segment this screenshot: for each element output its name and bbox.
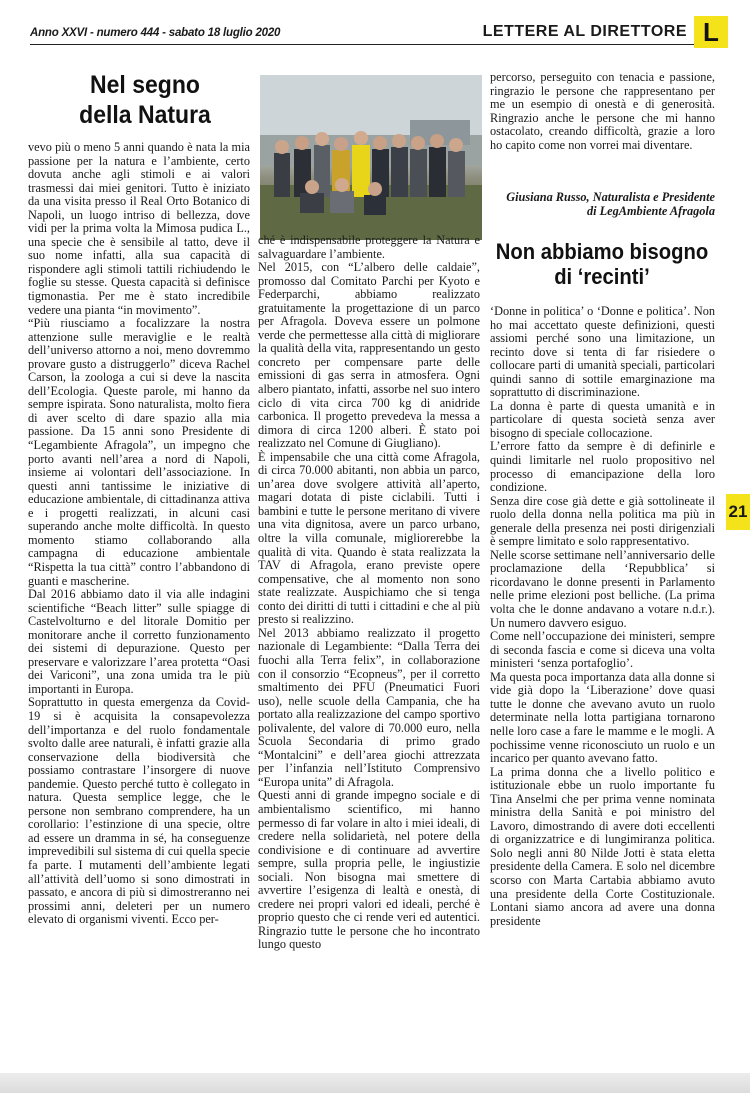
paragraph: La prima donna che a livello politico e istituzionale ebbe un ruolo importante fu Tina Anselmi che per prima venne nominata ministra della Sanità e poi ministro del Lavoro, dimostrando di avere doti eccellenti di organizzatrice e di lungimiranza politica. Solo negli anni 80 Nilde Jotti è stata eletta presidente della Camera. E solo nel dicembre scorso con Marta Cartabia abbiamo avuto una presidente della Corte Costituzionale. Lontani siamo ancora ad avere una donna presidente: [490, 764, 715, 928]
section-badge: L: [694, 16, 728, 48]
signature-line-1: Giusiana Russo, Naturalista e Presidente: [506, 190, 715, 204]
bottom-strip: [0, 1073, 750, 1093]
article1-column-1: [28, 141, 250, 927]
article1-signature: [490, 191, 715, 218]
paragraph: Nel 2013 abbiamo realizzato il progetto nazionale di Legambiente: “Dalla Terra dei fuochi alla Terra felix”, in collaborazione con il consorzio “Ecopneus”, per il corretto smaltimento dei PFU (Pneumatici Fuori uso), nelle scuole della Campania, che ha portato alla realizzazione del campo sportivo polivalente, del valore di 70.000 euro, nella Scuola Secondaria di primo grado “Montalcini” e dell’area giochi attrezzata per l’infanzia nell’Istituto Comprensivo “Europa unita” di Afragola.: [258, 625, 480, 789]
article1-column-2: [258, 234, 480, 952]
paragraph: La donna è parte di questa umanità e in particolare di questa società senza aver bisogno di speciale collocazione.: [490, 398, 715, 440]
paragraph: Nel 2015, con “L’albero delle caldaie”, promosso dal Comitato Parchi per Kyoto e Federparchi, abbiamo realizzato gratuitamente la progettazione di un parco per Afragola. Doveva essere un polmone verde che permettesse alla città di migliorare la qualità della vita, rappresentando un gesto concreto per compensare parte delle emissioni di gas serra in atmosfera. Ogni albero piantato, infatti, assorbe nel suo intero ciclo di vita circa 700 kg di anidride carbonica. Il progetto prevedeva la messa a dimora di circa 1200 alberi. È stato poi realizzato nel Comune di Giugliano).: [258, 260, 480, 451]
paragraph: Senza dire cose già dette e già sottolineate il ruolo della donna nella politica ma più in generale della presenza nei posti dirigenziali è sempre limitato e solo rappresentativo.: [490, 493, 715, 549]
header-rule: [30, 44, 694, 45]
article1-column-3: [490, 71, 715, 152]
paragraph: “Più riusciamo a focalizzare la nostra attenzione sulle meraviglie e le realtà dell’universo attorno a noi, meno dovremmo provare gusto a distruggerlo” diceva Rachel Carson, la zoologa a cui si deve la nascita dell’Ecologia. Queste parole, mi hanno da sempre ispirata. Sono naturalista, molto fiera di aver scelto di dare spazio alla mia passione. Da 15 anni sono Presidente di “Legambiente Afragola”, un impegno che porto avanti nell’area a nord di Napoli, insieme ai volontari dell’associazione. In questi anni tantissime le iniziative di educazione ambientale, di cittadinanza attiva e i progetti realizzati, in alcuni casi superando anche molte difficoltà. In questo momento stiamo collaborando alla campagna di educazione ambientale “Rispetta la tua città” contro l’abbandono di guanti e mascherine.: [28, 316, 250, 588]
signature-line-2: di LegAmbiente Afragola: [587, 203, 715, 218]
page-number: 21: [726, 494, 750, 530]
paragraph: ché è indispensabile proteggere la Natura e salvaguardare l’ambiente.: [258, 233, 480, 261]
paragraph: L’errore fatto da sempre è di definirle e quindi limitarle nel ruolo propositivo nel processo di emancipazione della loro condizione.: [490, 439, 715, 495]
section-title: LETTERE AL DIRETTORE: [482, 23, 687, 40]
paragraph: Ma questa poca importanza data alla donne si vide già dopo la ‘Liberazione’ dove quasi tutte le donne che avevano avuto un ruolo determinate nella lotta partigiana tornarono nelle loro case a fare le mamme e le mogli. A pochissime venne riconosciuto un ruolo e un incarico per quanto avevano fatto.: [490, 669, 715, 766]
paragraph: Nelle scorse settimane nell’anniversario delle proclamazione della ‘Repubblica’ si ricordavano le donne presenti in Parlamento nelle prime elezioni post belliche. (La prima volta che le donne andavano a votare n.d.r.). Un numero davvero esiguo.: [490, 547, 715, 630]
paragraph: Come nell’occupazione dei ministeri, sempre di seconda fascia e come si diceva una volta ministeri ‘senza portafoglio’.: [490, 629, 715, 671]
paragraph: Soprattutto in questa emergenza da Covid-19 si è acquisita la consapevolezza dell’importanza e del ruolo fondamentale svolto dalle aree naturali, è infatti grazie alla conservazione della biodiversità che possiamo contrastare l’insorgere di nuove pandemie. Questo perché tutto è collegato in natura. Questa semplice legge, che le persone non sembrano comprendere, ha un corollario: l’estinzione di una specie, oltre ad essere un dramma in sé, ha conseguenze imprevedibili sul sistema di cui quella specie fa parte. I mutamenti dell’ambiente legati all’attività dell’uomo si sono dimostrati in passato, e ancora di più si dimostreranno nei prossimi anni, deleteri per un numero elevato di organismi viventi. Ecco per-: [28, 695, 250, 927]
paragraph: vevo più o meno 5 anni quando è nata la mia passione per la natura e l’ambiente, certo dovuta anche agli stimoli e ai valori trasmessi dai miei genitori. Tutto è iniziato da una visita presso il Real Orto Botanico di Napoli, un luogo intriso di bellezza, dove vidi per la prima volta la Mimosa pudica L., una specie che è sensibile al tatto, deve il suo nome infatti, alla sua capacità di rispondere agli stimoli tattili richiudendo le foglie su stesse. Questa capacità si definisce tigmonastia. Per me è stato incredibile vedere una pianta “in movimento”.: [28, 140, 250, 317]
paragraph: ‘Donne in politica’ o ‘Donne e politica’. Non ho mai accettato queste definizioni, questi assiomi perché sono una limitazione, un recinto dove si tenta di far risiedere o collocare parti di umanità speciali, particolari quindi sanno di sottile emarginazione ma soprattutto di discriminazione.: [490, 304, 715, 400]
article2-body: [490, 305, 715, 928]
article2-title: Non abbiamo bisogno di ‘recinti’: [495, 239, 709, 289]
paragraph: Questi anni di grande impegno sociale e di ambientalismo scientifico, mi hanno permesso di far volare in alto i miei ideali, di credere nella solidarietà, nel potere della condivisione e di continuare ad avvertire sempre, sulla propria pelle, le ingiustizie sociali. Non bisogna mai smettere di avvertire l’esigenza di lealtà e onestà, di credere nei propri valori ed ideali, perché è proprio questo che ci rende veri ed autentici. Ringrazio tutte le persone che ho incontrato lungo questo: [258, 788, 480, 952]
paragraph: percorso, perseguito con tenacia e passione, ringrazio le persone che rappresentano per me un esempio di onestà e di generosità. Ringrazio anche le persone che mi hanno ostacolato, creando difficoltà, grazie a loro ho capito come non vorrei mai diventare.: [490, 70, 715, 152]
group-photo: [260, 75, 482, 240]
issue-line: Anno XXVI - numero 444 - sabato 18 luglio 2020: [30, 27, 281, 39]
paragraph: Dal 2016 abbiamo dato il via alle indagini scientifiche “Beach litter” sulle spiagge di Castelvolturno e del litorale Domitio per monitorare anche il corretto funzionamento dei sistemi di depurazione. Questo per preservare e valorizzare l’area protetta “Oasi dei Variconi”, una zona umida tra le più importanti in Europa.: [28, 587, 250, 696]
group-photo-illustration: [260, 75, 482, 240]
paragraph: È impensabile che una città come Afragola, di circa 70.000 abitanti, non abbia un parco, un’area dove svolgere attività all’aperto, magari dotata di piste ciclabili. Tutti i bambini e tutte le persone meritano di vivere una vita dignitosa, avere un parco urbano, oltre la villa comunale, migliorerebbe la qualità di vita. Quando è stata realizzata la TAV di Afragola, erano previste opere compensative, che al momento non sono state realizzate. Auspichiamo che si tenga conto dei diritti di tutti i cittadini e che al più presto si realizzino.: [258, 449, 480, 627]
article1-title: Nel segno della Natura: [79, 71, 211, 129]
